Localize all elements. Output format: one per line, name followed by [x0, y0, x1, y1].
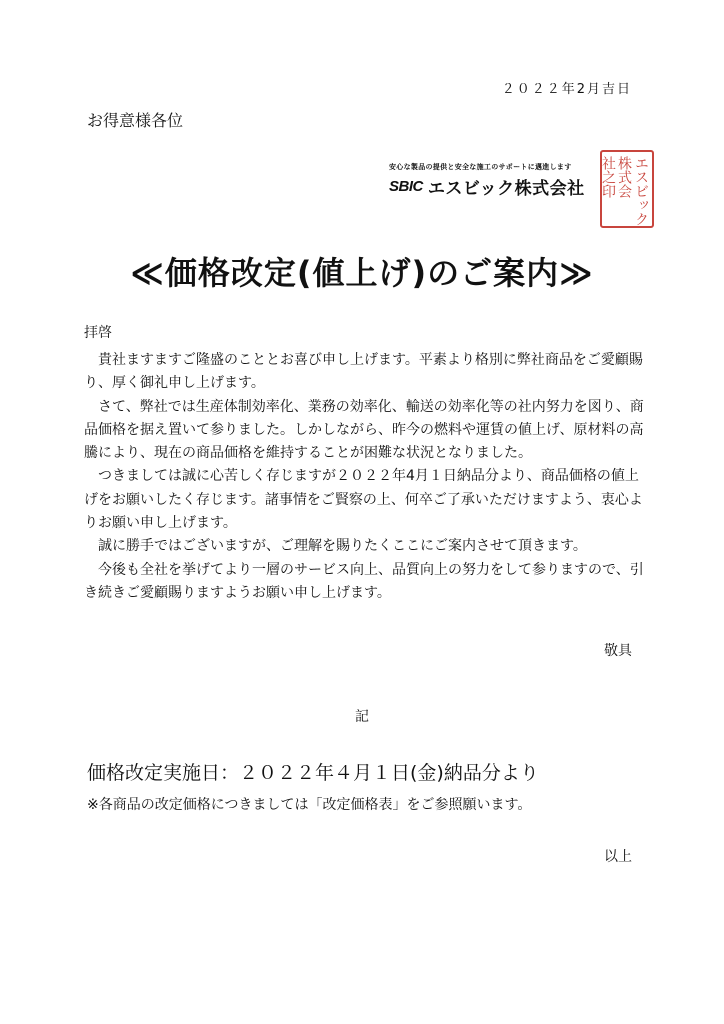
body-paragraph-5: 今後も全社を挙げてより一層のサービス向上、品質向上の努力をして参りますので、引き続きご愛顧賜りますようお願い申し上げます。: [84, 561, 644, 601]
addressee: お得意様各位: [87, 111, 184, 130]
salutation: 拝啓: [84, 325, 112, 341]
company-block: [389, 162, 629, 199]
closing-keigu: 敬具: [604, 643, 632, 659]
document-date: ２０２２年2月吉日: [501, 82, 632, 97]
implementation-date: 価格改定実施日：２０２２年４月１日(金)納品分より: [87, 762, 539, 784]
document-title: ≪価格改定(値上げ)のご案内≫: [130, 254, 594, 292]
seal-text-col1: エスビック: [633, 156, 649, 226]
company-name: エスビック株式会社: [427, 179, 585, 199]
company-seal-stamp: [600, 150, 654, 228]
company-slogan: 安心な製品の提供と安全な施工のサポートに邁進します: [389, 163, 572, 171]
body-paragraph-4: 誠に勝手ではございますが、ご理解を賜りたくここにご案内させて頂きます。: [98, 538, 587, 555]
body-paragraph-3: つきましては誠に心苦しく存じますが２０２２年4月１日納品分より、商品価格の値上げをお願いしたく存じます。諸事情をご賢察の上、何卒ご了承いただけますよう、衷心よりお願い申し上げます。: [84, 468, 643, 532]
seal-text-col2: 株式会: [616, 156, 632, 198]
company-row: [389, 174, 629, 199]
end-ijou: 以上: [604, 849, 632, 865]
ki-marker: 記: [355, 709, 369, 725]
body-paragraph-1: 貴社ますますご隆盛のこととお喜び申し上げます。平素より格別に弊社商品をご愛顧賜り、厚く御礼申し上げます。: [84, 352, 643, 392]
letter-body: [84, 349, 644, 605]
body-paragraph-2: さて、弊社では生産体制効率化、業務の効率化、輸送の効率化等の社内努力を図り、商品価格を据え置いて参りました。しかしながら、昨今の燃料や運賃の値上げ、原材料の高騰により、現在の商品価格を維持することが困難な状況となりました。: [84, 398, 644, 462]
price-table-note: ※各商品の改定価格につきましては「改定価格表」をご参照願います。: [87, 797, 532, 813]
company-logo: SBIC: [389, 178, 423, 195]
seal-text-col3: 社之印: [600, 156, 616, 198]
